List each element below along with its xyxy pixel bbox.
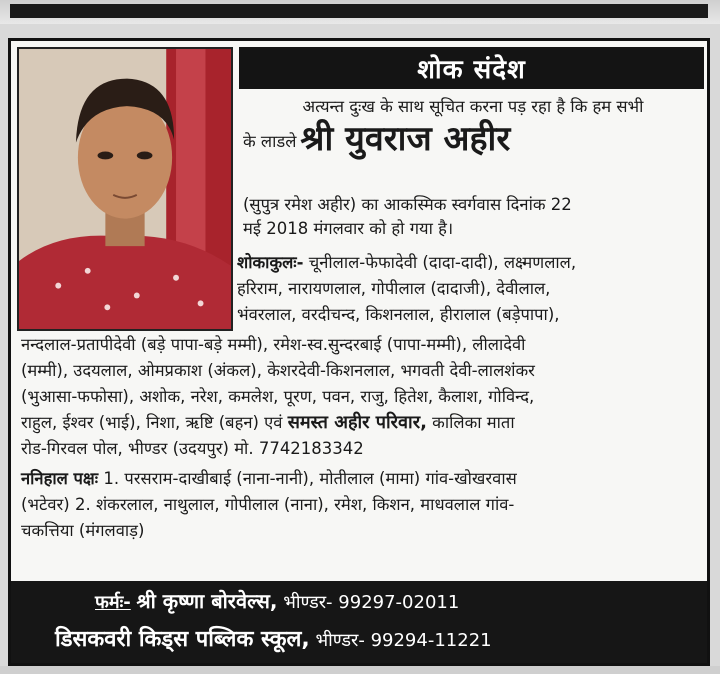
mourners-line-3: भंवरलाल, वरदीचन्द, किशनलाल, हीरालाल (बड़ेपापा), [237,305,560,324]
name-line [243,119,703,159]
mourners-line-5: (मम्मी), उदयलाल, ओमप्रकाश (अंकल), केशरदेवी-किशनलाल, भगवती देवी-लालशंकर [21,361,535,380]
firm1-name: श्री कृष्णा बोरवेल्स, [136,589,278,613]
parent-line: (सुपुत्र रमेश अहीर) का आकस्मिक स्वर्गवास दिनांक 22 [243,195,572,214]
address-start: कालिका माता [432,413,515,432]
mourners-line-4: नन्दलाल-प्रतापीदेवी (बड़े पापा-बड़े मम्मी), रमेश-स्व.सुन्दरबाई (पापा-मम्मी), लीलादेवी [21,335,526,354]
maternal-line-3: चकत्तिया (मंगलवाड़) [21,521,145,540]
mourners-line-7 [21,411,515,436]
deceased-name: श्री युवराज अहीर [300,119,511,159]
notice-title: शोक संदेश [239,47,704,89]
siblings-text: राहुल, ईश्वर (भाई), निशा, ऋष्टि (बहन) एवं [21,413,283,432]
firm2-phone: 99294-11221 [370,630,492,651]
address-line: रोड-गिरवल पोल, भीण्डर (उदयपुर) मो. 7742183342 [21,439,364,458]
top-strip-bar [10,4,708,18]
maternal-line-2: (भटेवर) 2. शंकरलाल, नाथुलाल, गोपीलाल (नाना), रमेश, किशन, माधवलाल गांव- [21,495,515,514]
firm1-phone: 99297-02011 [338,592,460,613]
firm2-place: भीण्डर- [315,630,365,651]
sponsor-line-2 [55,623,492,653]
family-name: समस्त अहीर परिवार, [287,412,427,433]
maternal-line-1 [21,467,517,492]
mourners-line-1 [237,251,576,276]
condolence-notice [8,38,710,666]
mourners-line-6: (भुआसा-फफोसा), अशोक, नरेश, कमलेश, पूरण, पवन, राजु, हितेश, कैलाश, गोविन्द, [21,387,535,406]
intro-line: अत्यन्त दुःख के साथ सूचित करना पड़ रहा है कि हम सभी [302,97,644,116]
sponsor-line-1 [95,587,459,614]
mourners-text-1: चूनीलाल-फेफादेवी (दादा-दादी), लक्ष्मणलाल, [308,253,577,272]
firm2-name: डिसकवरी किड्स पब्लिक स्कूल, [55,627,310,652]
maternal-label: ननिहाल पक्षः [21,469,99,488]
sponsor-footer [11,581,707,663]
date-line: मई 2018 मंगलवार को हो गया है। [243,219,454,238]
top-strip [0,0,720,24]
mourners-label: शोकाकुलः- [237,253,304,272]
bottom-strip [0,666,720,674]
maternal-text-1: 1. परसराम-दाखीबाई (नाना-नानी), मोतीलाल (मामा) गांव-खोखरवास [103,469,517,488]
firm-label: फर्मः- [95,592,131,613]
portrait-photo [17,47,233,331]
ladle-text: के लाडले [243,132,297,151]
mourners-line-2: हरिराम, नारायणलाल, गोपीलाल (दादाजी), देवीलाल, [237,279,551,298]
boy-portrait-icon [19,49,231,329]
firm1-place: भीण्डर- [283,592,333,613]
